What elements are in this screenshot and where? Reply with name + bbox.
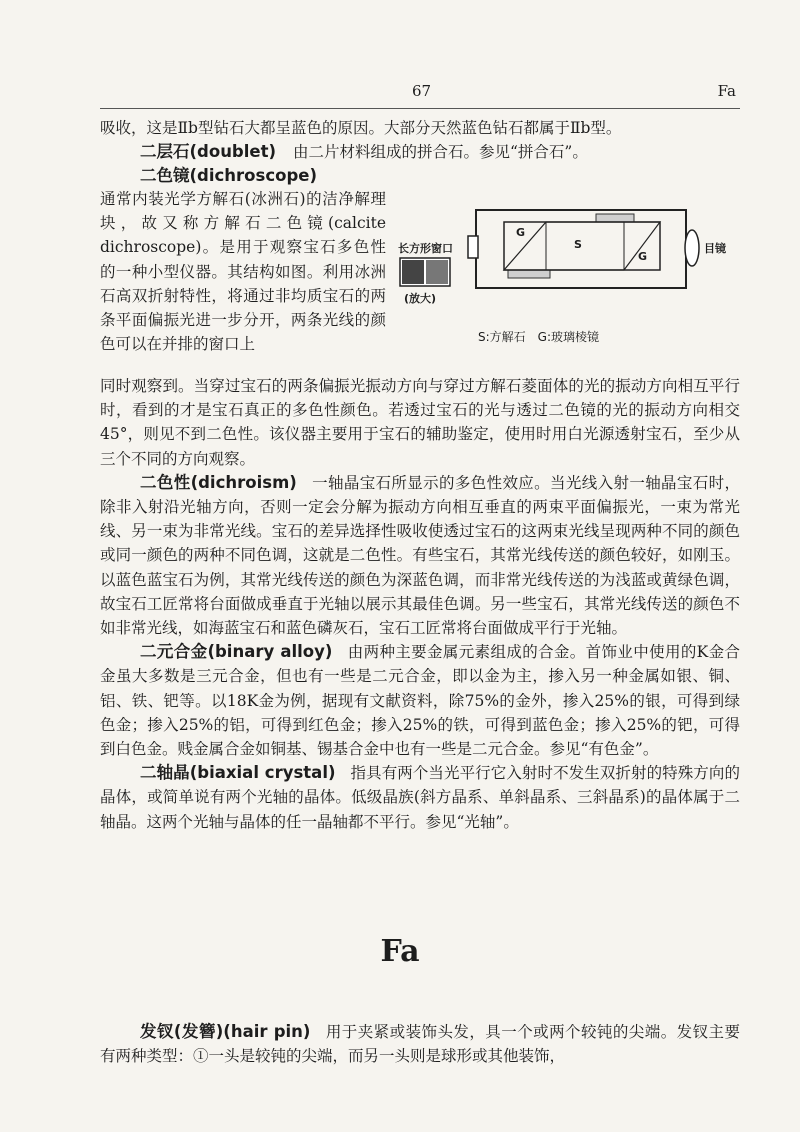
section-tag: Fa	[717, 82, 736, 100]
label-g-right: G	[638, 250, 648, 263]
section-heading: Fa	[380, 934, 420, 969]
text-doublet: 由二片材料组成的拼合石。参见“拼合石”。	[292, 143, 588, 162]
page-number: 67	[412, 82, 432, 100]
term-biaxial: 二轴晶(biaxial crystal)	[140, 763, 336, 783]
text-biaxial: 指具有两个当光平行它入射时不发生双折射的特殊方向的晶体，或简单说有两个光轴的晶体。低级晶族(斜方晶系、单斜晶系、三斜晶系)的晶体属于二轴晶。这两个光轴与晶体的任一晶轴都不平行。参见“光轴”。	[100, 764, 740, 831]
dichroscope-figure	[396, 200, 726, 350]
label-eyepiece: 目镜	[704, 242, 726, 255]
term-hair-pin: 发钗(发簪)(hair pin)	[140, 1022, 311, 1041]
text-binary-alloy: 由两种主要金属元素组成的合金。首饰业中使用的K金合金虽大多数是三元合金，但也有一些是二元合金，即以金为主，掺入另一种金属如银、铜、铝、铁、钯等。以18K金为例，据现有文献资料，除75%的金外，掺入25%的银，可得到绿色金；掺入25%的铝，可得到红色金；掺入25%的铁，可得到蓝色金；掺入25%的钯，可得到白色金。贱金属合金如铜基、锡基合金中也有一些是二元合金。参见“有色金”。	[100, 643, 740, 759]
term-dichroscope: 二色镜(dichroscope)	[140, 166, 317, 186]
hair-pin-block	[100, 1020, 740, 1068]
dichroscope-rest: 同时观察到。当穿过宝石的两条偏振光振动方向与穿过方解石菱面体的光的振动方向相互平行时，看到的才是宝石真正的多色性颜色。若透过宝石的光与透过二色镜的光的振动方向相交45°，则见不到二色性。该仪器主要用于宝石的辅助鉴定，使用时用白光源透射宝石，至少从三个不同的方向观察。	[100, 377, 740, 468]
text-hair-pin: 用于夹紧或装饰头发，具一个或两个较钝的尖端。发钗主要有两种类型：①一头是较钝的尖端，而另一头则是球形或其他装饰，	[100, 1023, 740, 1066]
top-block	[100, 116, 740, 189]
entry-dichroism	[100, 471, 740, 640]
page-header	[100, 82, 740, 108]
dichroscope-wrap-text: 通常内装光学方解石(冰洲石)的洁净解理块，故又称方解石二色镜(calcite dichroscope)。是用于观察宝石多色性的一种小型仪器。其结构如图。利用冰洲石高双折射特性，将通过非均质宝石的两条平面偏振光进一步分开，两条光线的颜色可以在并排的窗口上	[100, 190, 386, 354]
label-s: S	[574, 238, 582, 251]
main-block	[100, 374, 740, 834]
entry-doublet	[100, 140, 740, 164]
label-window: 长方形窗口	[398, 242, 453, 255]
term-binary-alloy: 二元合金(binary alloy)	[140, 642, 333, 662]
entry-hair-pin	[100, 1020, 740, 1068]
header-rule	[100, 108, 740, 109]
label-enlarged: (放大)	[404, 292, 437, 305]
label-g-left: G	[516, 226, 526, 239]
entry-binary-alloy	[100, 640, 740, 761]
entry-biaxial	[100, 761, 740, 834]
figure-caption: S:方解石 G:玻璃棱镜	[478, 330, 600, 344]
term-dichroism: 二色性(dichroism)	[140, 472, 297, 492]
term-doublet: 二层石(doublet)	[140, 142, 277, 162]
entry-dichroscope-heading	[100, 164, 740, 188]
continuation-line: 吸收，这是Ⅱb型钻石大都呈蓝色的原因。大部分天然蓝色钻石都属于Ⅱb型。	[100, 119, 622, 137]
text-dichroism: 一轴晶宝石所显示的多色性效应。当光线入射一轴晶宝石时，除非入射沿光轴方向，否则一定会分解为振动方向相互垂直的两束平面偏振光，一束为常光线、另一束为非常光线。宝石的差异选择性吸收使透过宝石的这两束光线呈现两种不同的颜色或同一颜色的两种不同色调，这就是二色性。有些宝石，其常光线传送的颜色较好，如刚玉。以蓝色蓝宝石为例，其常光线传送的颜色为深蓝色调，而非常光线传送的为浅蓝或黄绿色调，故宝石工匠常将台面做成垂直于光轴以展示其最佳色调。另一些宝石，其常光线传送的颜色不如非常光线，如海蓝宝石和蓝色磷灰石，宝石工匠常将台面做成平行于光轴。	[100, 473, 740, 638]
